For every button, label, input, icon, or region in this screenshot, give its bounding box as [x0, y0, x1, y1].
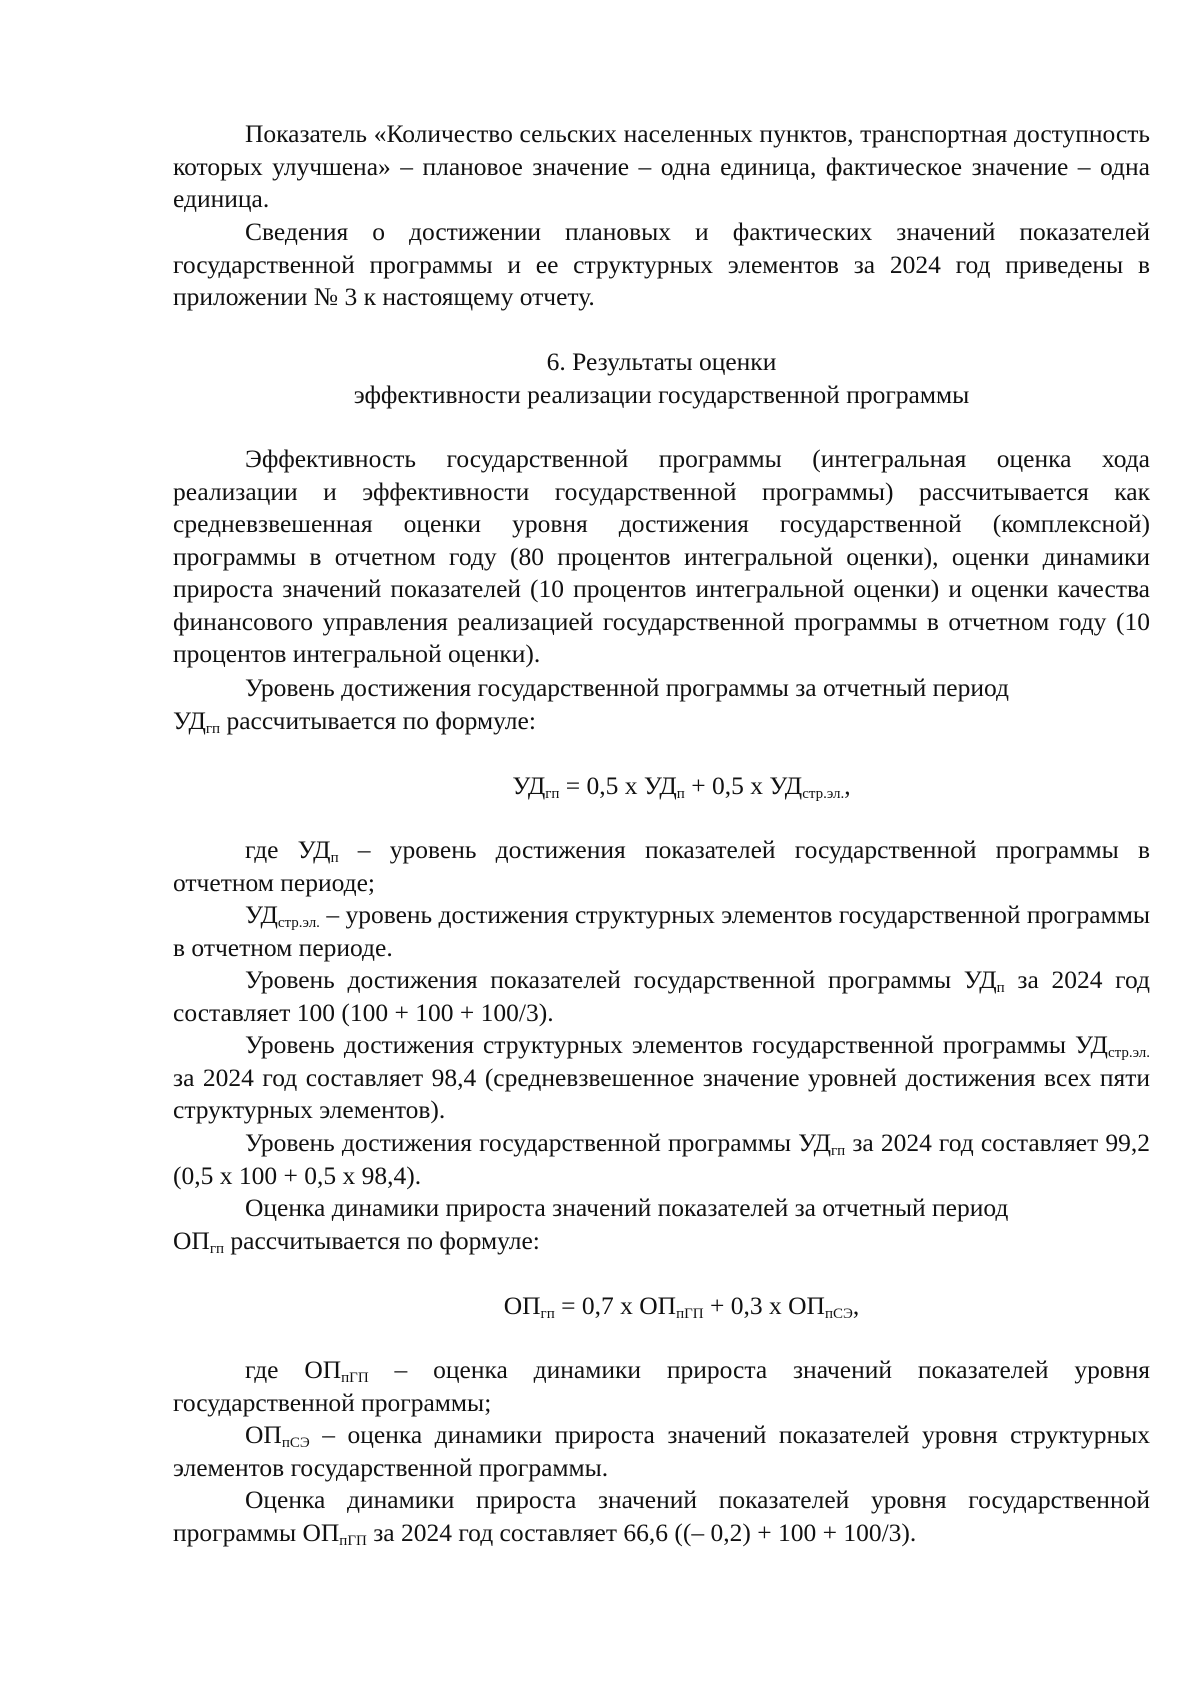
- paragraph-text: Оценка динамики прироста значений показателей уровня государственной программы ОП: [173, 1485, 1150, 1547]
- formula-subscript: п: [676, 786, 685, 802]
- formula-term: + 0,3 х ОП: [703, 1291, 825, 1320]
- paragraph-text: за 2024 год составляет 98,4 (средневзвешенное значение уровней достижения всех пяти структурных элементов).: [173, 1062, 1150, 1124]
- paragraph-achievement-level-intro: [173, 672, 1150, 737]
- paragraph-efficiency-definition: [173, 443, 1150, 671]
- paragraph-text: рассчитывается по формуле:: [224, 1225, 540, 1255]
- paragraph-text: – оценка динамики прироста значений показателей уровня государственной программы;: [173, 1355, 1150, 1417]
- paragraph-text: – уровень достижения показателей государственной программы в отчетном периоде;: [173, 835, 1150, 897]
- symbol-subscript: стр.эл.: [1107, 1045, 1150, 1061]
- paragraph-text: – уровень достижения структурных элементов государственной программы в отчетном периоде.: [173, 900, 1151, 962]
- paragraph-ud-str-definition: [173, 899, 1150, 964]
- symbol-subscript: п: [330, 850, 339, 866]
- symbol-ud: УД: [173, 705, 206, 735]
- paragraph-ud-gp-value: [173, 1127, 1150, 1192]
- symbol-subscript: п: [996, 980, 1005, 996]
- paragraph-text: за 2024 год составляет 99,2 (0,5 х 100 + 0,5 х 98,4).: [173, 1128, 1150, 1190]
- paragraph-text: – оценка динамики прироста значений показателей уровня структурных элементов государственной программы.: [173, 1420, 1150, 1482]
- paragraph-op-pgp-definition: [173, 1354, 1150, 1419]
- formula-subscript: гп: [545, 786, 560, 802]
- symbol-subscript: пГП: [341, 1370, 369, 1386]
- paragraph-ud-p-value: [173, 964, 1150, 1029]
- paragraph-growth-dynamics-intro: [173, 1192, 1150, 1257]
- section-title-line2: эффективности реализации государственной программы: [353, 380, 970, 409]
- formula-term: ОП: [503, 1291, 541, 1320]
- formula-term: = 0,5 х УД: [559, 771, 677, 800]
- paragraph-text: Сведения о достижении плановых и фактических значений показателей государственной программы и ее структурных элементов за 2024 год приведены в приложении № 3 к настоящему отчету.: [173, 217, 1150, 311]
- paragraph-ud-p-definition: [173, 834, 1150, 899]
- paragraph-text: УД: [245, 900, 278, 929]
- paragraph-text: ОП: [245, 1420, 282, 1449]
- formula-term: ,: [852, 1291, 860, 1320]
- section-title-line1: 6. Результаты оценки: [546, 347, 777, 376]
- formula-subscript: пСЭ: [824, 1306, 853, 1322]
- formula-term: = 0,7 х ОП: [554, 1291, 677, 1320]
- paragraph-ud-str-value: [173, 1029, 1150, 1127]
- formula-subscript: пГП: [676, 1306, 704, 1322]
- paragraph-op-pse-definition: [173, 1419, 1150, 1484]
- symbol-subscript: пГП: [339, 1532, 367, 1549]
- paragraph-text: Оценка динамики прироста значений показателей за отчетный период: [245, 1193, 1009, 1222]
- formula-term: ,: [844, 771, 851, 800]
- paragraph-text: за 2024 год составляет 100 (100 + 100 + 100/3).: [173, 965, 1150, 1027]
- paragraph-text: Уровень достижения структурных элементов государственной программы УД: [245, 1030, 1108, 1059]
- formula-ud-gp: [173, 769, 1150, 802]
- paragraph-op-pgp-value: [173, 1484, 1150, 1549]
- symbol-subscript: гп: [209, 1240, 225, 1257]
- formula-term: УД: [512, 771, 546, 800]
- symbol-subscript: гп: [205, 720, 221, 737]
- formula-subscript: гп: [540, 1306, 555, 1322]
- paragraph-text: где ОП: [245, 1355, 342, 1384]
- symbol-subscript: пСЭ: [281, 1435, 310, 1451]
- formula-subscript: стр.эл.: [802, 786, 845, 802]
- symbol-subscript: стр.эл.: [277, 915, 320, 931]
- formula-term: + 0,5 х УД: [684, 771, 803, 800]
- paragraph-text: Уровень достижения государственной программы УД: [245, 1128, 832, 1157]
- formula-op-gp: [173, 1289, 1150, 1322]
- symbol-op: ОП: [173, 1225, 210, 1255]
- paragraph-text: Показатель «Количество сельских населенных пунктов, транспортная доступность которых улучшена» – плановое значение – одна единица, фактическое значение – одна единица.: [173, 119, 1150, 213]
- symbol-subscript: гп: [831, 1143, 846, 1159]
- paragraph-text: Уровень достижения показателей государственной программы УД: [245, 965, 997, 994]
- paragraph-text: где УД: [245, 835, 331, 864]
- paragraph-text: Эффективность государственной программы (интегральная оценка хода реализации и эффективности государственной программы) рассчитывается как средневзвешенная оценки уровня достижения государственной (комплексной) программы в отчетном году (80 процентов интегральной оценки), оценки динамики прироста значений показателей (10 процентов интегральной оценки) и оценки качества финансового управления реализацией государственной программы в отчетном году (10 процентов интегральной оценки).: [173, 444, 1150, 668]
- paragraph-appendix-reference: [173, 216, 1150, 314]
- paragraph-indicator: [173, 118, 1150, 216]
- paragraph-text: за 2024 год составляет 66,6 ((– 0,2) + 100 + 100/3).: [366, 1517, 917, 1547]
- paragraph-text: Уровень достижения государственной программы за отчетный период: [245, 673, 1009, 702]
- paragraph-text: рассчитывается по формуле:: [220, 705, 536, 735]
